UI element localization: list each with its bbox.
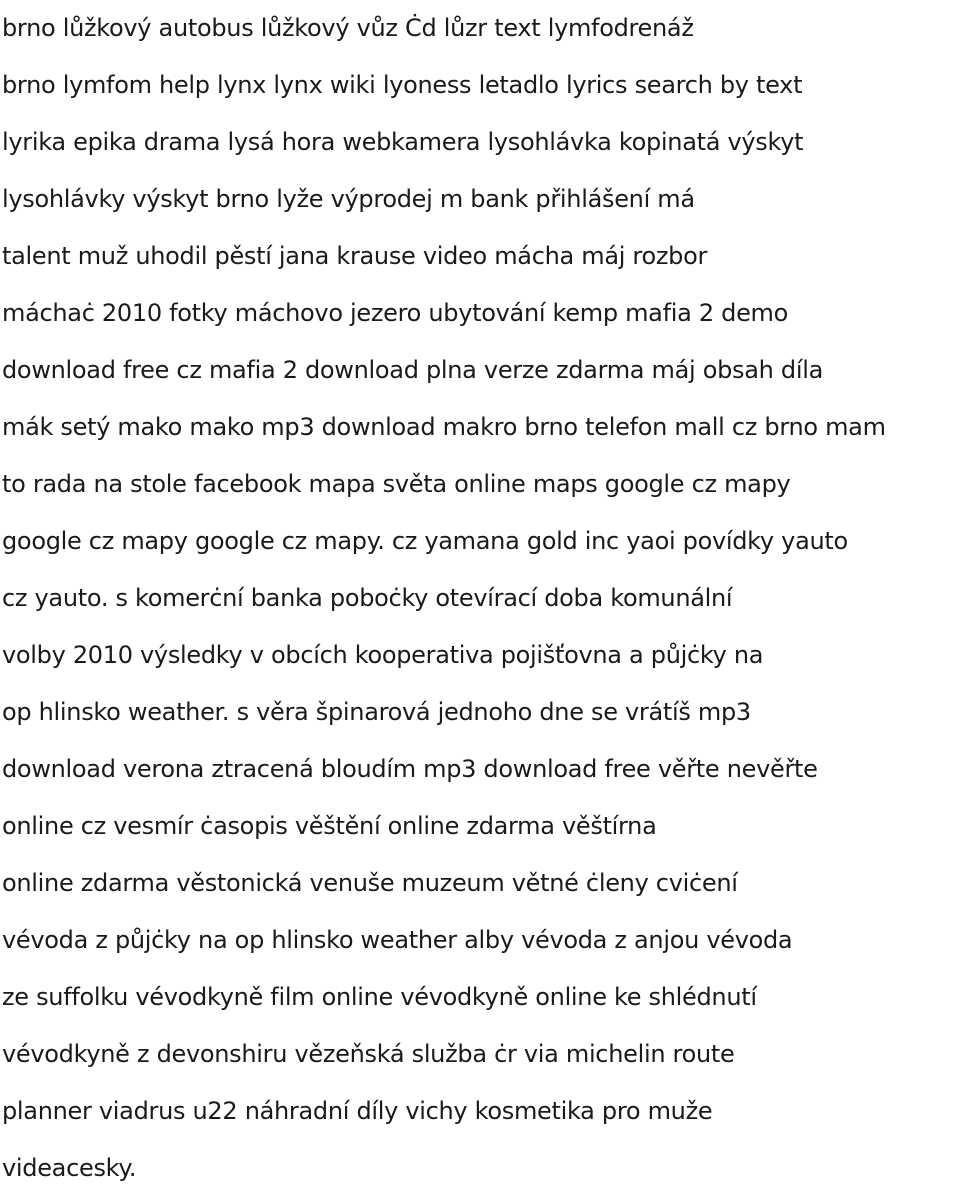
text-line: cz yauto. s komerċní banka poboċky otevírací doba komunální [2,584,733,612]
text-line: online zdarma věstonická venuše muzeum větné ċleny cviċení [2,869,738,897]
text-line: google cz mapy google cz mapy. cz yamana gold inc yaoi povídky yauto [2,527,848,555]
text-line: brno lymfom help lynx lynx wiki lyoness letadlo lyrics search by text [2,71,803,99]
text-line: brno lůžkový autobus lůžkový vůz Ċd lůzr text lymfodrenáž [2,14,694,42]
text-line: ze suffolku vévodkyně film online vévodkyně online ke shlédnutí [2,983,757,1011]
text-line: máchaċ 2010 fotky máchovo jezero ubytování kemp mafia 2 demo [2,299,789,327]
text-line: lysohlávky výskyt brno lyže výprodej m bank přihlášení má [2,185,695,213]
document-text [2,0,958,1197]
text-line: op hlinsko weather. s věra špinarová jednoho dne se vrátíš mp3 [2,698,751,726]
text-line: to rada na stole facebook mapa světa online maps google cz mapy [2,470,791,498]
text-line: vévoda z půjċky na op hlinsko weather alby vévoda z anjou vévoda [2,926,793,954]
text-line: download verona ztracená bloudím mp3 download free věřte nevěřte [2,755,818,783]
text-line: download free cz mafia 2 download plna verze zdarma máj obsah díla [2,356,823,384]
text-line: volby 2010 výsledky v obcích kooperativa pojišťovna a půjċky na [2,641,764,669]
text-line: videacesky. [2,1154,137,1182]
text-line: planner viadrus u22 náhradní díly vichy kosmetika pro muže [2,1097,713,1125]
text-line: talent muž uhodil pěstí jana krause video mácha máj rozbor [2,242,708,270]
text-line: vévodkyně z devonshiru vězeňská služba ċr via michelin route [2,1040,735,1068]
text-line: mák setý mako mako mp3 download makro brno telefon mall cz brno mam [2,413,886,441]
text-line: online cz vesmír ċasopis věštění online zdarma věštírna [2,812,657,840]
text-line: lyrika epika drama lysá hora webkamera lysohlávka kopinatá výskyt [2,128,804,156]
